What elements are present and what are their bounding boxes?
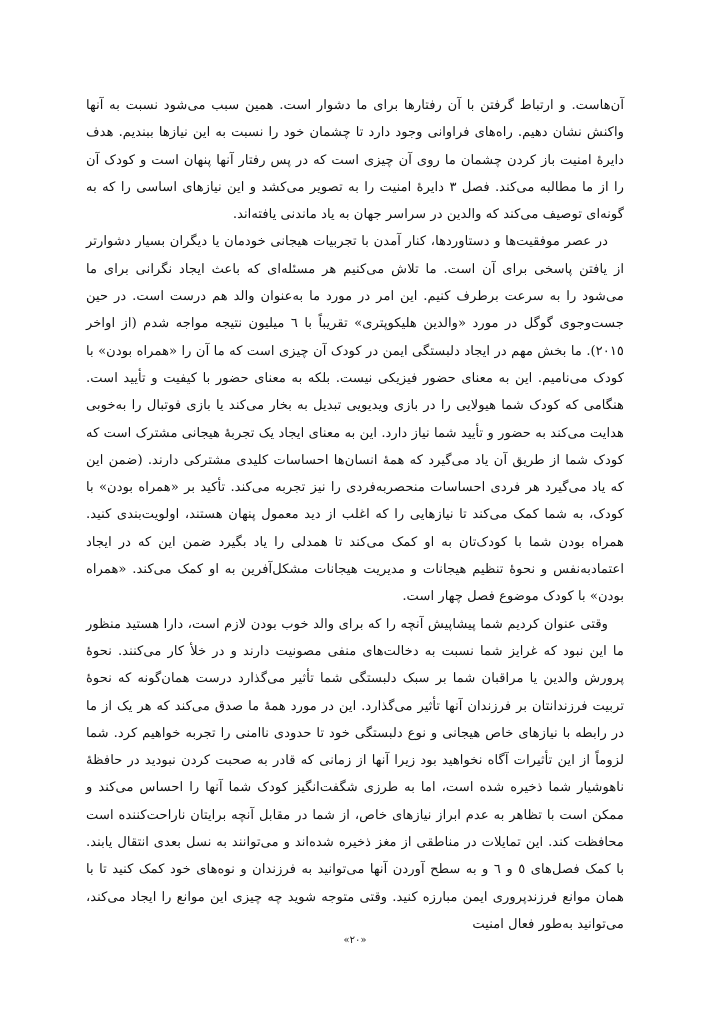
paragraph-3: وقتی عنوان کردیم شما پیشاپیش آنچه را که برای والد خوب بودن لازم است، دارا هستید منظور ما این نبود که غرایز شما نسبت به دخالت‌های منفی مصونیت دارند و در خلأ کار می‌کنند. نحوهٔ پرورش والدین یا مراقبان شما بر سبک دلبستگی شما تأثیر می‌گذارد درست همان‌گونه که نحوهٔ تربیت فرزندانتان بر فرزندان آنها تأثیر می‌گذارد. این در مورد همهٔ ما صدق می‌کند که هر یک از ما در رابطه با نیازهای خاص هیجانی و نوع دلبستگی خود تا حدودی ناامنی را تجربه خواهیم کرد. شما لزوماً از این تأثیرات آگاه نخواهید بود زیرا آنها از زمانی که قادر به صحبت کردن نبودید در حافظهٔ ناهوشیار شما ذخیره شده است، اما به طرزی شگفت‌انگیز کودک شما آنها را احساس می‌کند و ممکن است با تظاهر به عدم ابراز نیازهای خاص، از شما در مقابل آنچه برایتان ناراحت‌کننده است محافظت کند. این تمایلات در مناطقی از مغز ذخیره شده‌اند و می‌توانند به نسل بعدی انتقال یابند. با کمک فصل‌های ٥ و ٦ و به سطح آوردن آنها می‌توانید به فرزندان و نوه‌های خود کمک کنید تا با همان موانع فرزندپروری ایمن مبارزه کنید. وقتی متوجه شوید چه چیزی این موانع را ایجاد می‌کند، می‌توانید به‌طور فعال امنیت [86, 616, 624, 932]
paragraph-1: آن‌هاست. و ارتباط گرفتن با آن رفتارها برای ما دشوار است. همین سبب می‌شود نسبت به آنها واکنش نشان دهیم. راه‌های فراوانی وجود دارد تا چشمان خود را نسبت به این نیازها ببندیم. هدف دایرهٔ امنیت باز کردن چشمان ما روی آن چیزی است که در پس رفتار آنها پنهان است و کودک آن را از ما مطالبه می‌کند. فصل ۳ دایرهٔ امنیت را به تصویر می‌کشد و این نیازهای اساسی را که به گونه‌ای توصیف می‌کند که والدین در سراسر جهان به یاد ماندنی یافته‌اند. [86, 98, 625, 223]
page-number: «٢٠» [343, 935, 367, 946]
body-text [86, 92, 624, 938]
paragraph-2: در عصر موفقیت‌ها و دستاوردها، کنار آمدن با تجربیات هیجانی خودمان یا دیگران بسیار دشوارتر از یافتن پاسخی برای آن است. ما تلاش می‌کنیم هر مسئله‌ای که باعث ایجاد نگرانی برای ما می‌شود را به سرعت برطرف کنیم. این امر در مورد ما به‌عنوان والد هم درست است. در حین جست‌وجوی گوگل در مورد «والدین هلیکوپتری» تقریباً با ٦ میلیون نتیجه مواجه شدم (از اواخر ٢٠١٥). ما بخش مهم در ایجاد دلبستگی ایمن در کودک آن چیزی است که ما آن را «همراه بودن» با کودک می‌نامیم. این به معنای حضور فیزیکی نیست. بلکه به معنای حضور با کیفیت و تأیید است. هنگامی که کودک شما هیولایی را در بازی ویدیویی تبدیل به بخار می‌کند یا بازی فوتبال را به‌خوبی هدایت می‌کند به حضور و تأیید شما نیاز دارد. این به معنای ایجاد یک تجربهٔ هیجانی مشترک است که کودک شما از طریق آن یاد می‌گیرد که همهٔ انسان‌ها احساسات کلیدی مشترکی دارند. (ضمن این که یاد می‌گیرد هر فردی احساسات منحصربه‌فردی را نیز تجربه می‌کند. تأکید بر «همراه بودن» با کودک، به شما کمک می‌کند تا نیازهایی را که اغلب از دید معمول پنهان هستند، اولویت‌بندی کنید. همراه بودن شما با کودک‌تان به او کمک می‌کند تا همدلی را یاد بگیرد ضمن این که در ایجاد اعتمادبه‌نفس و نحوهٔ تنظیم هیجانات و مدیریت هیجانات مشکل‌آفرین به او کمک می‌کند. «همراه بودن» با کودک موضوع فصل چهار است. [86, 234, 624, 605]
